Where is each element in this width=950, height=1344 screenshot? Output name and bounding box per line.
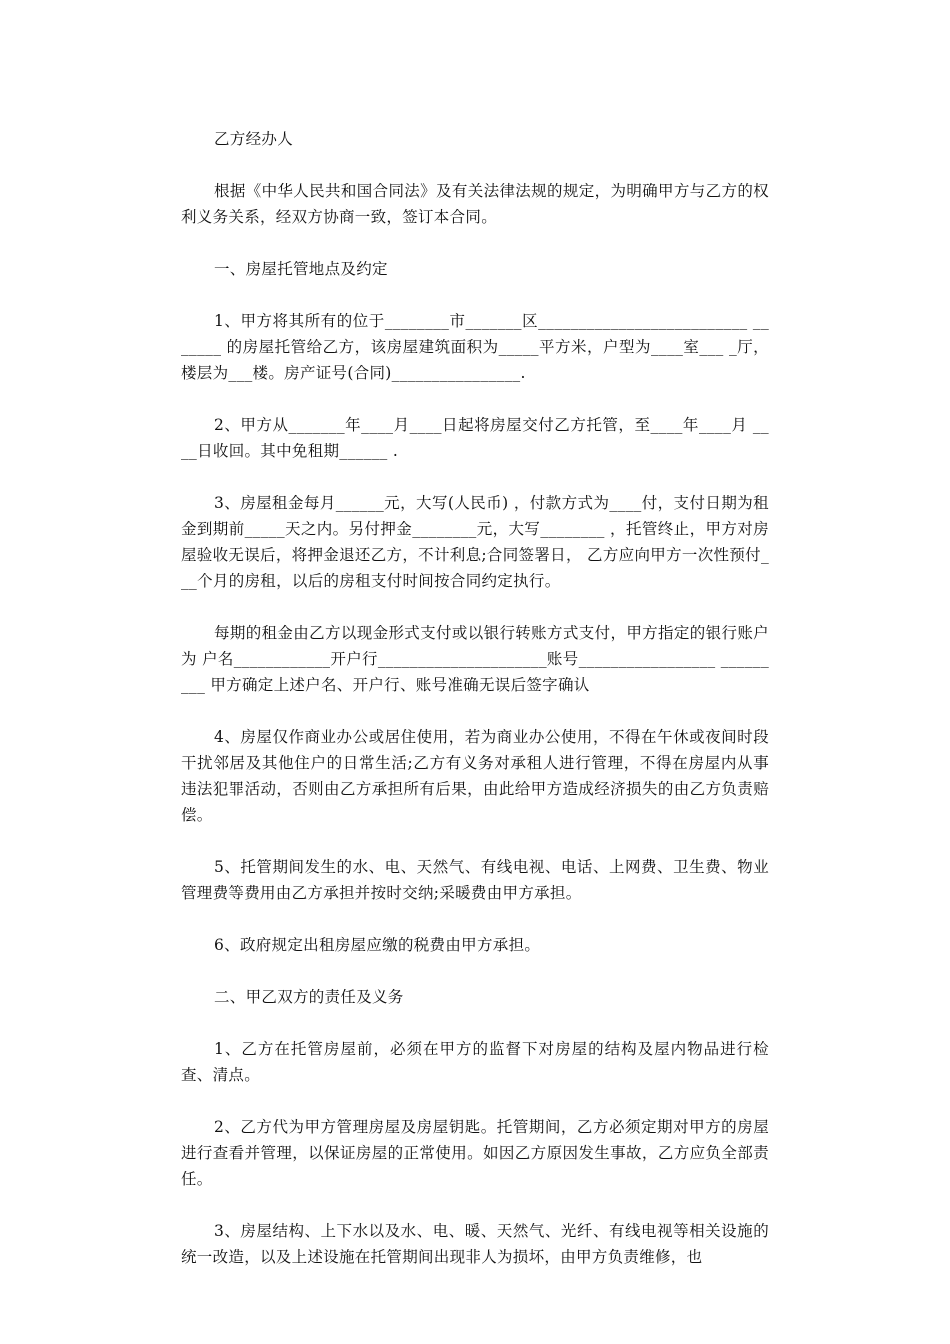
clause-1-1: 1、甲方将其所有的位于________市_______区__________________________ _______ 的房屋托管给乙方，该房屋建筑面积为_____平方米，户型为____室___ _厅，楼层为___楼。房产证号(合同)________________. <box>181 312 769 382</box>
clause-2-3: 3、房屋结构、上下水以及水、电、暖、天然气、光纤、有线电视等相关设施的统一改造，以及上述设施在托管期间出现非人为损坏，由甲方负责维修，也 <box>181 1222 769 1266</box>
paragraph-gap <box>181 464 769 490</box>
clause-1-3: 3、房屋租金每月______元，大写(人民币) ，付款方式为____付，支付日期为租金到期前_____天之内。另付押金________元，大写________ ，托管终止，甲方对房屋验收无误后，将押金退还乙方，不计利息;合同签署日， 乙方应向甲方一次性预付___个月的房租，以后的房租支付时间按合同约定执行。 <box>181 494 769 590</box>
clause-2-1: 1、乙方在托管房屋前，必须在甲方的监督下对房屋的结构及屋内物品进行检查、清点。 <box>181 1040 769 1084</box>
section-heading-2: 二、甲乙双方的责任及义务 <box>214 988 404 1006</box>
clause-1-5: 5、托管期间发生的水、电、天然气、有线电视、电话、上网费、卫生费、物业管理费等费用由乙方承担并按时交纳;采暖费由甲方承担。 <box>181 858 769 902</box>
paragraph-gap <box>181 386 769 412</box>
paragraph-gap <box>181 594 769 620</box>
paragraph-gap <box>181 230 769 256</box>
section-heading-1: 一、房屋托管地点及约定 <box>214 260 388 278</box>
paragraph-gap <box>181 698 769 724</box>
clause-1-2: 2、甲方从_______年____月____日起将房屋交付乙方托管，至____年____月 ____日收回。其中免租期______ . <box>181 416 769 460</box>
clause-2-2: 2、乙方代为甲方管理房屋及房屋钥匙。托管期间，乙方必须定期对甲方的房屋进行查看并管理，以保证房屋的正常使用。如因乙方原因发生事故，乙方应负全部责任。 <box>181 1118 769 1188</box>
payment-account-paragraph: 每期的租金由乙方以现金形式支付或以银行转账方式支付，甲方指定的银行账户为 户名____________开户行_____________________账号_________________ _________ 甲方确定上述户名、开户行、账号准确无误后签字确认 <box>181 624 769 694</box>
paragraph-gap <box>181 1088 769 1114</box>
paragraph-gap <box>181 282 769 308</box>
paragraph-gap <box>181 906 769 932</box>
preamble-paragraph: 根据《中华人民共和国合同法》及有关法律法规的规定，为明确甲方与乙方的权利义务关系，经双方协商一致，签订本合同。 <box>181 182 769 226</box>
paragraph-gap <box>181 958 769 984</box>
clause-1-6: 6、政府规定出租房屋应缴的税费由甲方承担。 <box>214 936 541 954</box>
paragraph-gap <box>181 1192 769 1218</box>
agent-label: 乙方经办人 <box>214 130 294 148</box>
paragraph-gap <box>181 152 769 178</box>
contract-body <box>181 126 769 1270</box>
paragraph-gap <box>181 1010 769 1036</box>
paragraph-gap <box>181 828 769 854</box>
clause-1-4: 4、房屋仅作商业办公或居住使用，若为商业办公使用，不得在午休或夜间时段干扰邻居及其他住户的日常生活;乙方有义务对承租人进行管理，不得在房屋内从事违法犯罪活动，否则由乙方承担所有后果，由此给甲方造成经济损失的由乙方负责赔偿。 <box>181 728 769 824</box>
